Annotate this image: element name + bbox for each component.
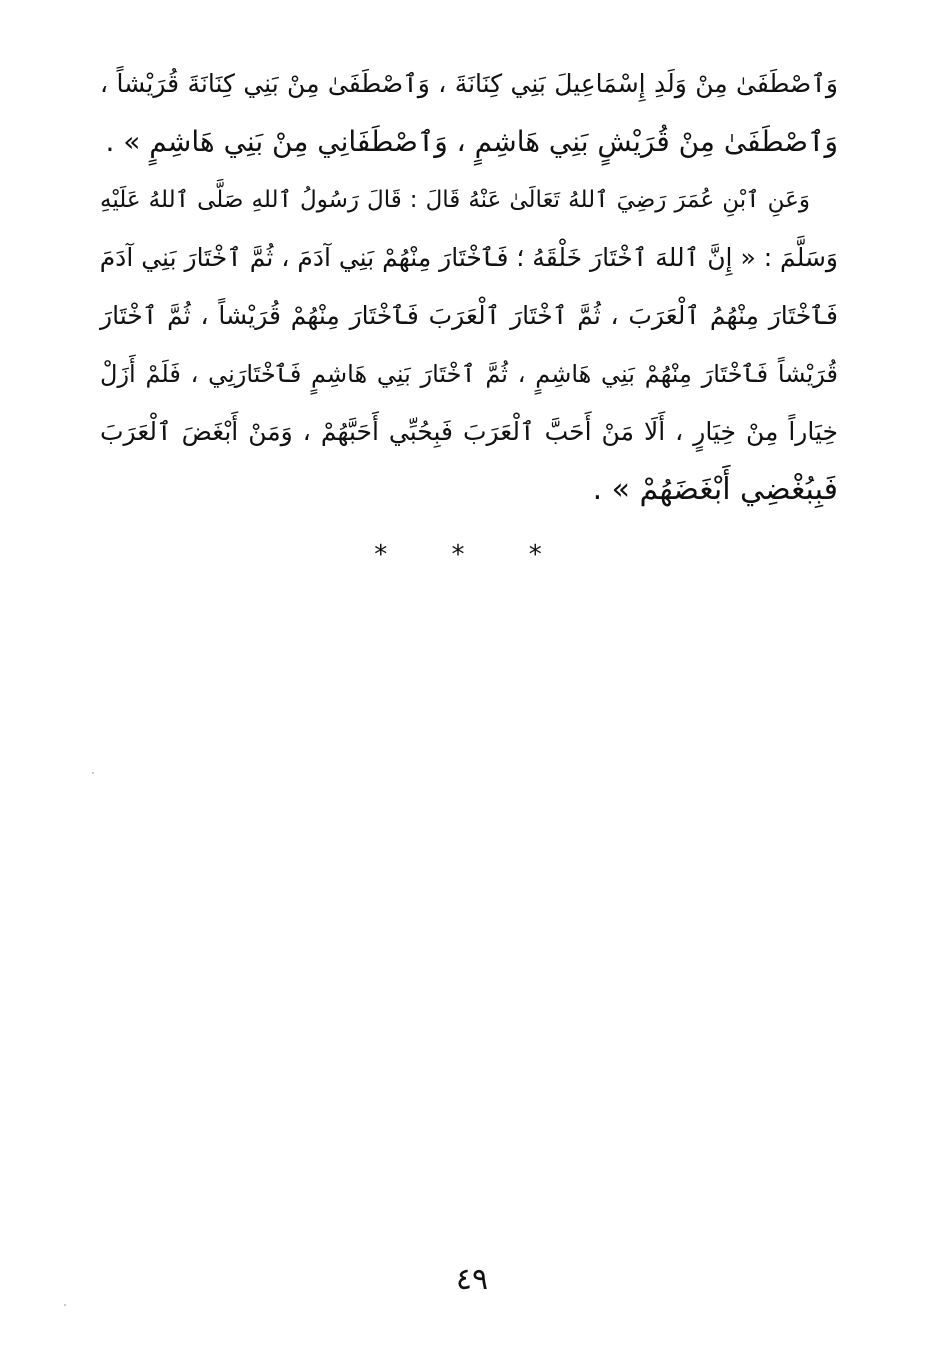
text-line: فَٱخْتَارَ مِنْهُمُ ٱلْعَرَبَ ، ثُمَّ ٱخْتَارَ ٱلْعَرَبَ فَٱخْتَارَ مِنْهُمْ قُرَيْشاً ، ثُمَّ ٱخْتَارَ xyxy=(100,301,838,330)
text-line: فَبِبُغْضِي أَبْغَضَهُمْ » . xyxy=(592,472,838,507)
section-separator: * * * xyxy=(374,540,570,570)
paragraph-2 xyxy=(100,171,838,519)
page-number: ٤٩ xyxy=(455,1262,489,1297)
text-line: خِيَاراً مِنْ خِيَارٍ ، أَلَا مَنْ أَحَبَّ ٱلْعَرَبَ فَبِحُبِّي أَحَبَّهُمْ ، وَمَنْ أَبْغَضَ ٱلْعَرَبَ xyxy=(100,417,838,446)
scan-speck xyxy=(92,772,94,774)
paragraph-1 xyxy=(100,55,838,171)
text-line: وَعَنِ ٱبْنِ عُمَرَ رَضِيَ ٱللهُ تَعَالَىٰ عَنْهُ قَالَ : قَالَ رَسُولُ ٱللهِ صَلَّى ٱللهُ عَلَيْهِ xyxy=(100,187,810,213)
text-line: وَٱصْطَفَىٰ مِنْ وَلَدِ إِسْمَاعِيلَ بَنِي كِنَانَةَ ، وَٱصْطَفَىٰ مِنْ بَنِي كِنَانَةَ قُرَيْشاً ، xyxy=(100,69,838,98)
text-line: قُرَيْشاً فَٱخْتَارَ مِنْهُمْ بَنِي هَاشِمٍ ، ثُمَّ ٱخْتَارَ بَنِي هَاشِمٍ فَٱخْتَارَنِي ، فَلَمْ أَزَلْ xyxy=(100,360,838,388)
text-line: وَسَلَّمَ : « إِنَّ ٱللهَ ٱخْتَارَ خَلْقَهُ ؛ فَٱخْتَارَ مِنْهُمْ بَنِي آدَمَ ، ثُمَّ ٱخْتَارَ بَنِي آدَمَ xyxy=(99,243,838,272)
page-body xyxy=(100,55,838,519)
scan-speck xyxy=(64,1304,66,1306)
text-line: وَٱصْطَفَىٰ مِنْ قُرَيْشٍ بَنِي هَاشِمٍ ، وَٱصْطَفَانِي مِنْ بَنِي هَاشِمٍ » . xyxy=(105,125,838,158)
